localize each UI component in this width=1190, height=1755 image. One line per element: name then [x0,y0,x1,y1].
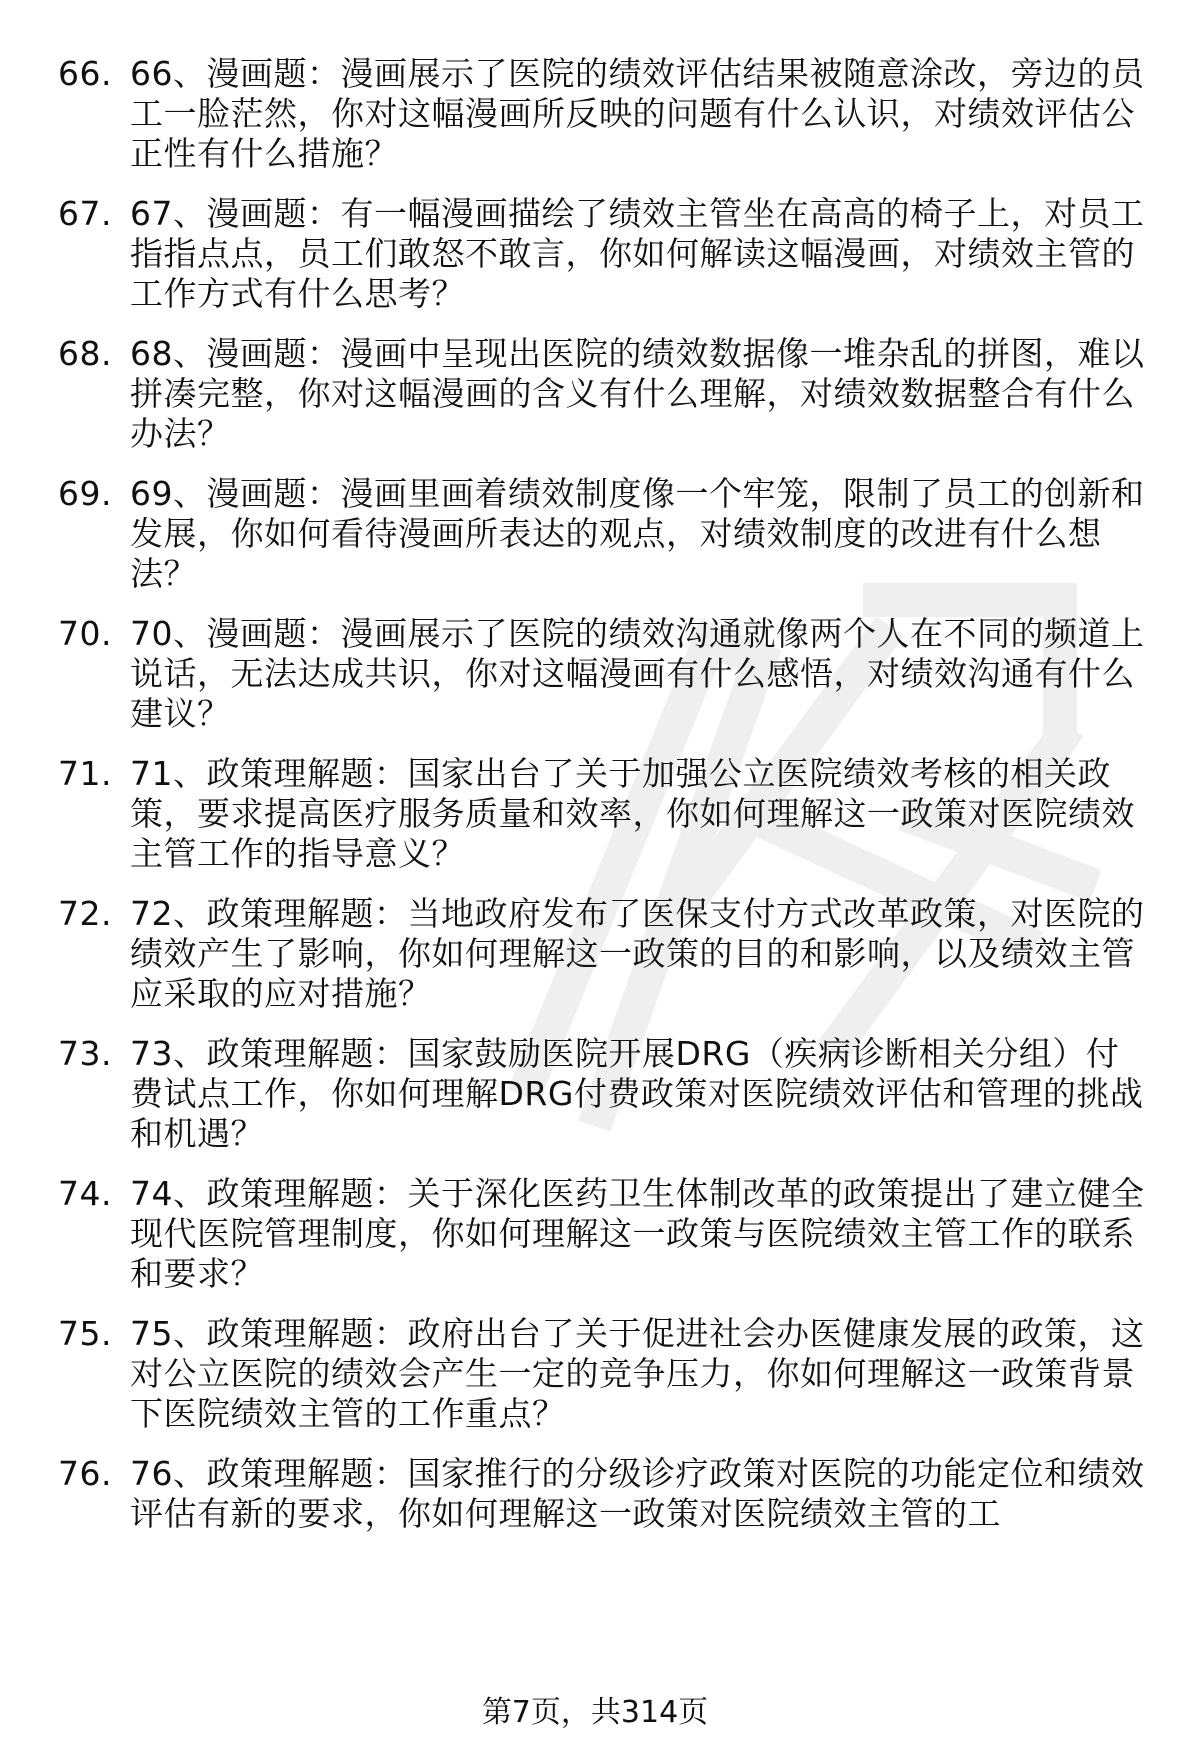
page-footer: 第7页，共314页 [481,1695,709,1730]
question-number: 72. [58,894,112,933]
question-number: 68. [58,334,112,373]
question-text: 68、漫画题：漫画中呈现出医院的绩效数据像一堆杂乱的拼图，难以拼凑完整，你对这幅漫画的含义有什么理解，对绩效数据整合有什么办法？ [130,334,1145,453]
question-item [58,1454,1148,1534]
question-item [58,1174,1148,1294]
question-number: 66. [58,54,112,93]
question-text: 73、政策理解题：国家鼓励医院开展DRG（疾病诊断相关分组）付费试点工作，你如何理解DRG付费政策对医院绩效评估和管理的挑战和机遇？ [130,1034,1144,1153]
question-text: 76、政策理解题：国家推行的分级诊疗政策对医院的功能定位和绩效评估有新的要求，你如何理解这一政策对医院绩效主管的工 [130,1454,1145,1533]
question-item [58,894,1148,1014]
question-item [58,334,1148,454]
question-text: 72、政策理解题：当地政府发布了医保支付方式改革政策，对医院的绩效产生了影响，你如何理解这一政策的目的和影响，以及绩效主管应采取的应对措施？ [130,894,1145,1013]
question-number: 73. [58,1034,112,1073]
question-number: 70. [58,614,112,653]
question-text: 66、漫画题：漫画展示了医院的绩效评估结果被随意涂改，旁边的员工一脸茫然，你对这幅漫画所反映的问题有什么认识，对绩效评估公正性有什么措施？ [130,54,1145,173]
question-number: 67. [58,194,112,233]
question-item [58,194,1148,314]
question-item [58,1314,1148,1434]
question-item [58,754,1148,874]
question-item [58,614,1148,734]
question-number: 76. [58,1454,112,1493]
question-list [58,54,1148,1554]
question-number: 71. [58,754,112,793]
question-item [58,1034,1148,1154]
question-text: 71、政策理解题：国家出台了关于加强公立医院绩效考核的相关政策，要求提高医疗服务质量和效率，你如何理解这一政策对医院绩效主管工作的指导意义？ [130,754,1135,873]
question-number: 75. [58,1314,112,1353]
question-text: 74、政策理解题：关于深化医药卫生体制改革的政策提出了建立健全现代医院管理制度，你如何理解这一政策与医院绩效主管工作的联系和要求？ [130,1174,1145,1293]
question-text: 70、漫画题：漫画展示了医院的绩效沟通就像两个人在不同的频道上说话，无法达成共识，你对这幅漫画有什么感悟，对绩效沟通有什么建议？ [130,614,1145,733]
question-item [58,474,1148,594]
question-number: 69. [58,474,112,513]
question-text: 69、漫画题：漫画里画着绩效制度像一个牢笼，限制了员工的创新和发展，你如何看待漫画所表达的观点，对绩效制度的改进有什么想法？ [130,474,1145,593]
question-number: 74. [58,1174,112,1213]
question-text: 67、漫画题：有一幅漫画描绘了绩效主管坐在高高的椅子上，对员工指指点点，员工们敢怒不敢言，你如何解读这幅漫画，对绩效主管的工作方式有什么思考？ [130,194,1145,313]
question-text: 75、政策理解题：政府出台了关于促进社会办医健康发展的政策，这对公立医院的绩效会产生一定的竞争压力，你如何理解这一政策背景下医院绩效主管的工作重点？ [130,1314,1145,1433]
question-item [58,54,1148,174]
